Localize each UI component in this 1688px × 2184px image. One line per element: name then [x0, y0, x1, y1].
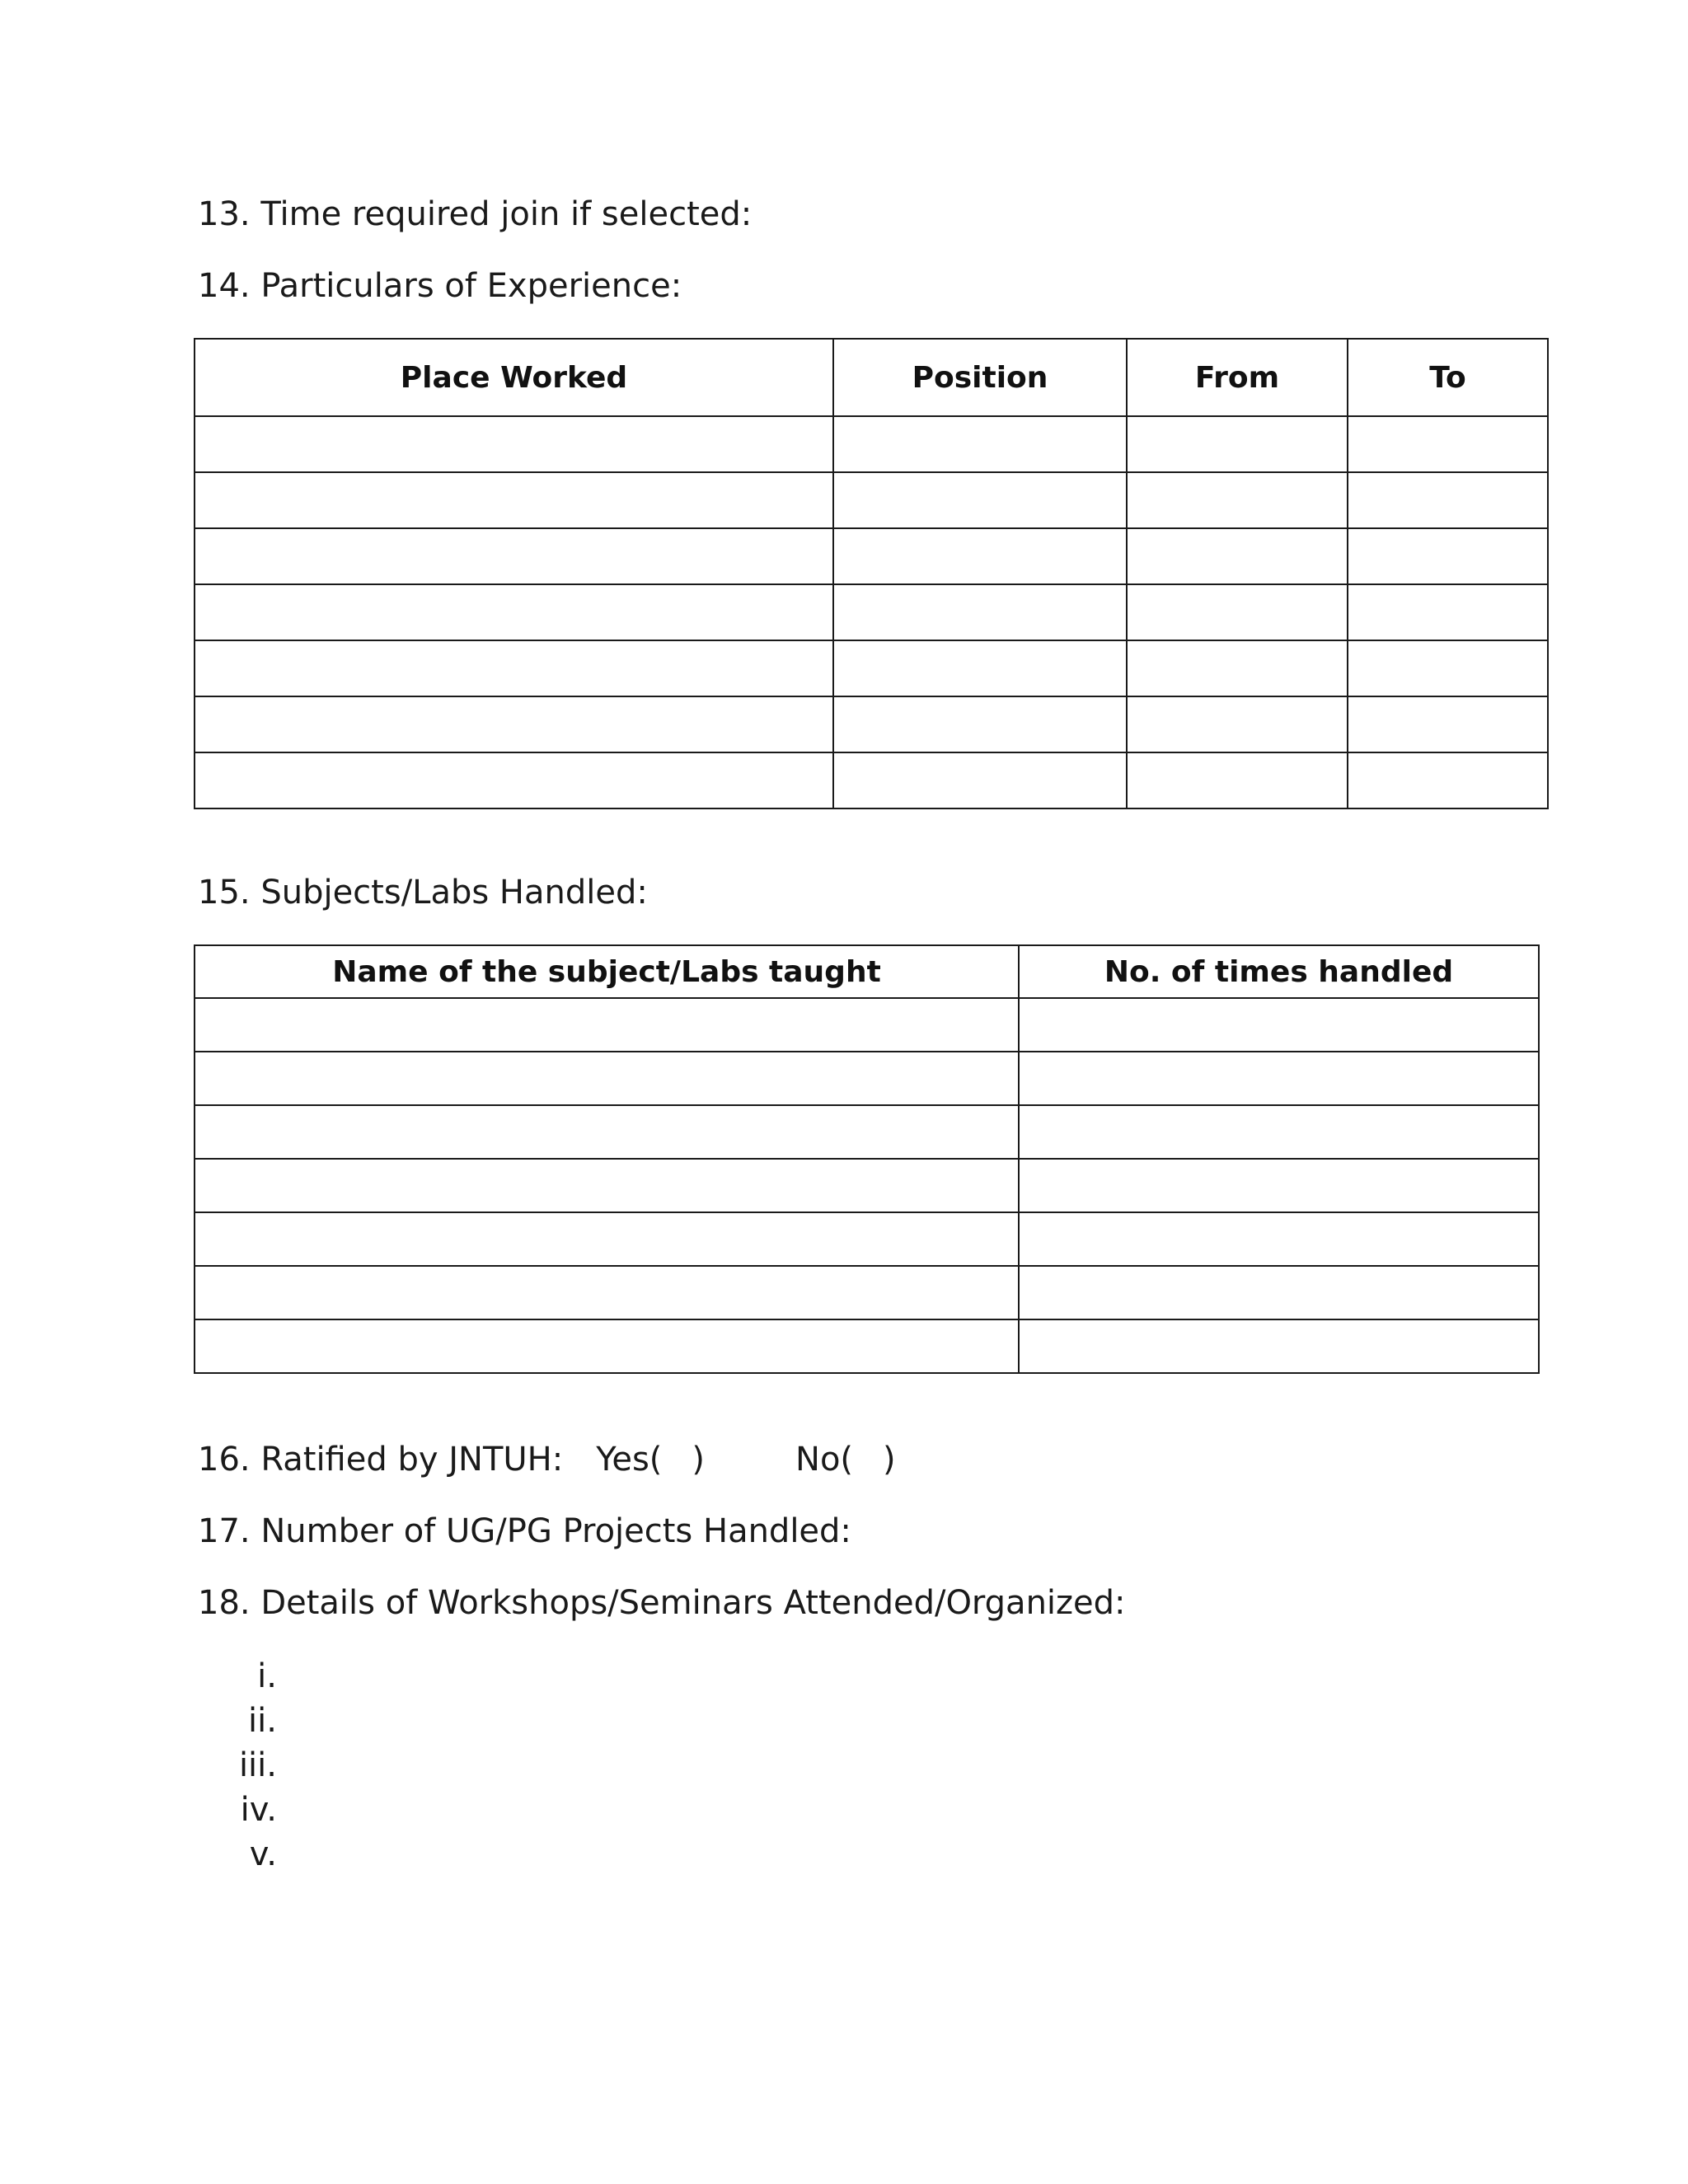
cell-subject-name[interactable]: [195, 998, 1019, 1052]
cell-subject-name[interactable]: [195, 1319, 1019, 1373]
table-row: [195, 752, 1548, 808]
list-item: i.: [257, 1657, 277, 1695]
table-row: [195, 1319, 1539, 1373]
cell-from[interactable]: [1127, 584, 1348, 640]
ratified-label: 16. Ratified by JNTUH:: [198, 1441, 564, 1479]
table-row: [195, 640, 1548, 696]
table-row: [195, 528, 1548, 584]
list-item: iv.: [240, 1791, 277, 1829]
cell-to[interactable]: [1348, 584, 1548, 640]
header-to: To: [1348, 339, 1548, 416]
item-13-time-required: 13. Time required join if selected:: [198, 195, 753, 233]
cell-from[interactable]: [1127, 528, 1348, 584]
cell-to[interactable]: [1348, 752, 1548, 808]
subjects-table: [194, 944, 1540, 1374]
cell-subject-name[interactable]: [195, 1266, 1019, 1319]
subjects-header-row: [195, 945, 1539, 998]
table-row: [195, 472, 1548, 528]
cell-times-handled[interactable]: [1019, 1105, 1539, 1159]
cell-to[interactable]: [1348, 472, 1548, 528]
table-row: [195, 1052, 1539, 1105]
header-subject-name: Name of the subject/Labs taught: [195, 945, 1019, 998]
cell-subject-name[interactable]: [195, 1159, 1019, 1212]
experience-table: [194, 338, 1549, 809]
cell-to[interactable]: [1348, 528, 1548, 584]
cell-place-worked[interactable]: [195, 752, 833, 808]
ratified-yes-option[interactable]: Yes( ): [596, 1441, 706, 1479]
header-place-worked: Place Worked: [195, 339, 833, 416]
header-position: Position: [833, 339, 1127, 416]
cell-to[interactable]: [1348, 640, 1548, 696]
item-14-experience: 14. Particulars of Experience:: [198, 267, 682, 305]
cell-from[interactable]: [1127, 472, 1348, 528]
table-row: [195, 998, 1539, 1052]
cell-position[interactable]: [833, 472, 1127, 528]
table-row: [195, 1159, 1539, 1212]
table-row: [195, 1105, 1539, 1159]
cell-subject-name[interactable]: [195, 1212, 1019, 1266]
cell-position[interactable]: [833, 640, 1127, 696]
cell-place-worked[interactable]: [195, 696, 833, 752]
item-16-ratified: [198, 1440, 896, 1479]
cell-position[interactable]: [833, 752, 1127, 808]
cell-place-worked[interactable]: [195, 472, 833, 528]
list-item: ii.: [248, 1702, 277, 1740]
cell-subject-name[interactable]: [195, 1052, 1019, 1105]
cell-to[interactable]: [1348, 696, 1548, 752]
table-row: [195, 416, 1548, 472]
item-18-workshops: 18. Details of Workshops/Seminars Attended/Organized:: [198, 1584, 1126, 1622]
list-item: iii.: [238, 1746, 277, 1784]
cell-place-worked[interactable]: [195, 584, 833, 640]
experience-header-row: [195, 339, 1548, 416]
cell-place-worked[interactable]: [195, 528, 833, 584]
cell-position[interactable]: [833, 528, 1127, 584]
cell-from[interactable]: [1127, 416, 1348, 472]
cell-times-handled[interactable]: [1019, 1319, 1539, 1373]
item-15-subjects: 15. Subjects/Labs Handled:: [198, 874, 648, 912]
table-row: [195, 1212, 1539, 1266]
table-row: [195, 584, 1548, 640]
cell-from[interactable]: [1127, 696, 1348, 752]
cell-times-handled[interactable]: [1019, 1052, 1539, 1105]
cell-place-worked[interactable]: [195, 416, 833, 472]
header-times-handled: No. of times handled: [1019, 945, 1539, 998]
cell-to[interactable]: [1348, 416, 1548, 472]
cell-position[interactable]: [833, 584, 1127, 640]
ratified-no-option[interactable]: No( ): [795, 1441, 896, 1479]
cell-position[interactable]: [833, 696, 1127, 752]
table-row: [195, 696, 1548, 752]
cell-from[interactable]: [1127, 640, 1348, 696]
cell-position[interactable]: [833, 416, 1127, 472]
cell-times-handled[interactable]: [1019, 1266, 1539, 1319]
cell-times-handled[interactable]: [1019, 1159, 1539, 1212]
cell-subject-name[interactable]: [195, 1105, 1019, 1159]
cell-times-handled[interactable]: [1019, 1212, 1539, 1266]
cell-times-handled[interactable]: [1019, 998, 1539, 1052]
list-item: v.: [249, 1835, 277, 1873]
cell-place-worked[interactable]: [195, 640, 833, 696]
item-17-projects: 17. Number of UG/PG Projects Handled:: [198, 1512, 851, 1550]
cell-from[interactable]: [1127, 752, 1348, 808]
table-row: [195, 1266, 1539, 1319]
header-from: From: [1127, 339, 1348, 416]
